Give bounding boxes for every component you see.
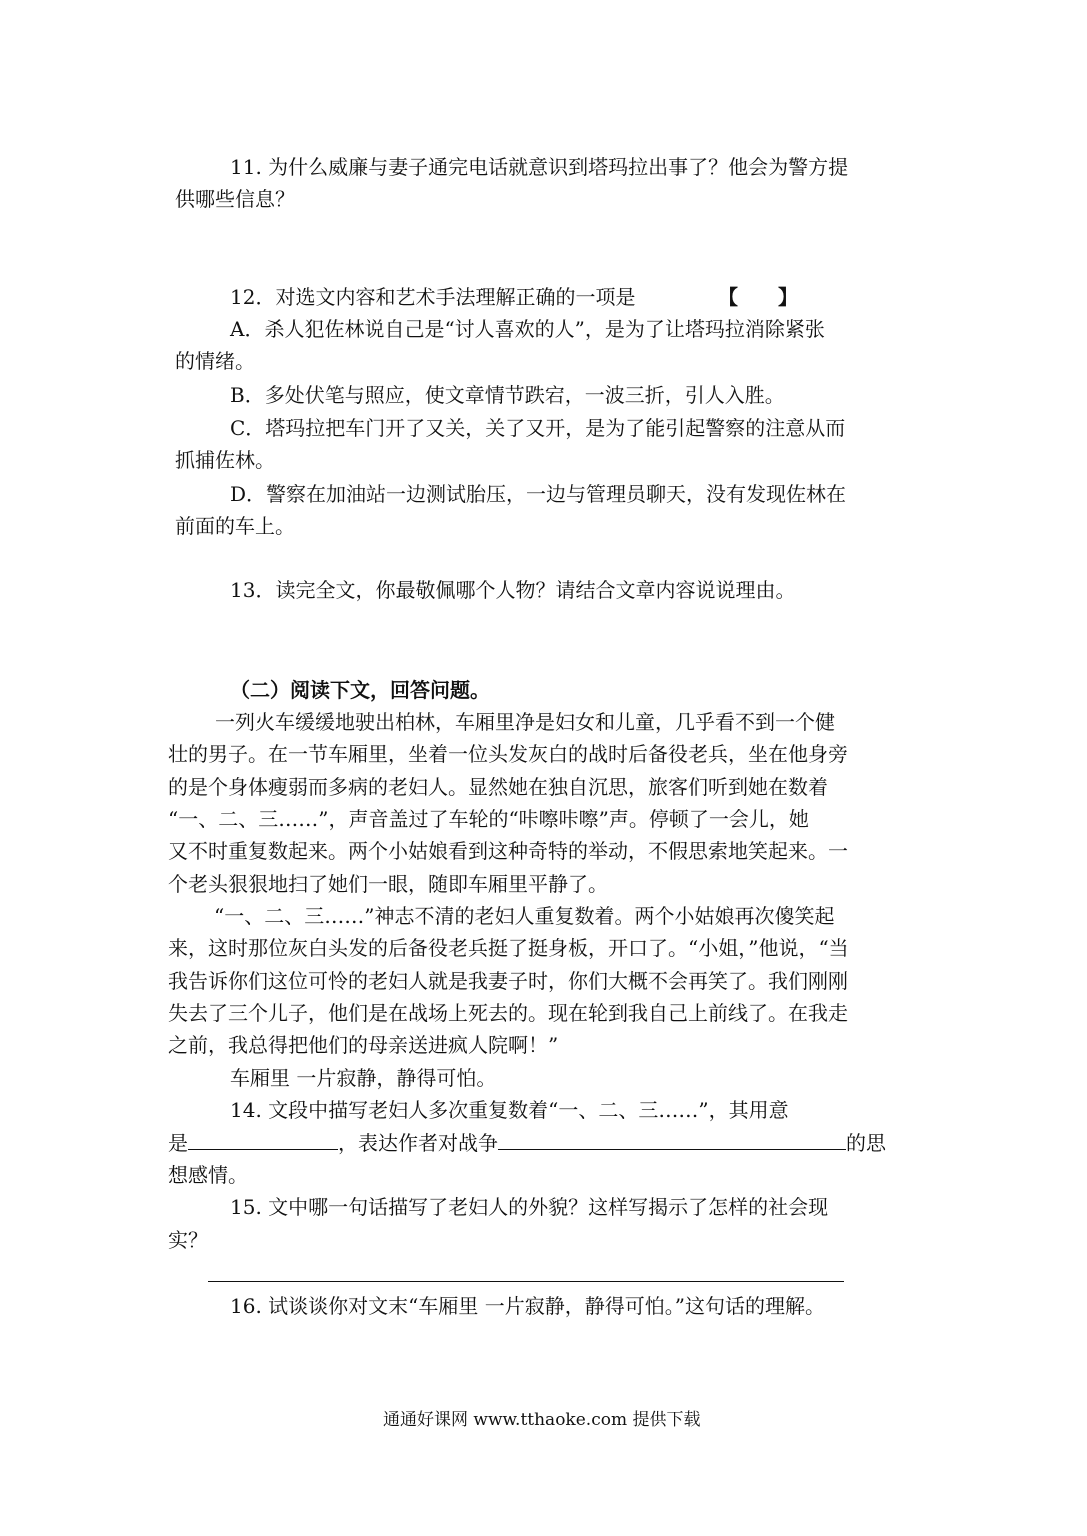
q11-line-2: 供哪些信息？ [175,187,295,211]
q15-line-2: 实？ [168,1228,208,1252]
passage-p1-line-2: 壮的男子。在一节车厢里，坐着一位头发灰白的战时后备役老兵，坐在他身旁 [168,742,848,766]
q12-answer-bracket: 【 】 [718,285,798,309]
section-2-heading: （二）阅读下文，回答问题。 [230,678,490,702]
passage-p2-line-4: 失去了三个儿子，他们是在战场上死去的。现在轮到我自己上前线了。在我走 [168,1001,848,1025]
passage-p2-line-2: 来，这时那位灰白头发的后备役老兵挺了挺身板，开口了。“小姐，”他说，“当 [168,936,849,960]
q12-option-a-line-1: A．杀人犯佐林说自己是“讨人喜欢的人”，是为了让塔玛拉消除紧张 [230,317,825,341]
q14-suffix: 的思 [846,1131,886,1155]
q14-line-1: 14. 文段中描写老妇人多次重复数着“一、二、三……”，其用意 [230,1098,789,1122]
q14-line-2 [168,1127,886,1158]
passage-p2-line-1: “一、二、三……”神志不清的老妇人重复数着。两个小姑娘再次傻笑起 [214,904,835,928]
q12-option-b: B．多处伏笔与照应，使文章情节跌宕，一波三折，引人入胜。 [230,383,785,407]
q14-blank-purpose[interactable] [188,1127,338,1150]
footer-source: 通通好课网 www.tthaoke.com 提供下载 [383,1410,701,1430]
q11-line-1: 11. 为什么威廉与妻子通完电话就意识到塔玛拉出事了？他会为警方提 [230,155,849,179]
q14-prefix: 是 [168,1131,188,1155]
passage-p1-line-6: 个老头狠狠地扫了她们一眼，随即车厢里平静了。 [168,872,608,896]
q12-option-d-line-1: D．警察在加油站一边测试胎压，一边与管理员聊天，没有发现佐林在 [230,482,847,506]
q16-text: 16. 试谈谈你对文末“车厢里 一片寂静，静得可怕。”这句话的理解。 [230,1294,825,1318]
q14-blank-feeling[interactable] [498,1127,846,1150]
q14-middle: ，表达作者对战争 [338,1131,498,1155]
passage-p3: 车厢里 一片寂静，静得可怕。 [230,1066,497,1090]
q12-option-d-line-2: 前面的车上。 [175,514,295,538]
passage-p1-line-4: “一、二、三……”，声音盖过了车轮的“咔嚓咔嚓”声。停顿了一会儿，她 [168,807,809,831]
passage-p2-line-5: 之前，我总得把他们的母亲送进疯人院啊！” [168,1033,559,1057]
passage-p1-line-5: 又不时重复数起来。两个小姑娘看到这种奇特的举动，不假思索地笑起来。一 [168,839,848,863]
passage-p2-line-3: 我告诉你们这位可怜的老妇人就是我妻子时，你们大概不会再笑了。我们刚刚 [168,969,848,993]
q14-line-3: 想感情。 [168,1163,248,1187]
q12-option-a-line-2: 的情绪。 [175,349,255,373]
q12-option-c-line-1: C．塔玛拉把车门开了又关，关了又开，是为了能引起警察的注意从而 [230,416,846,440]
q15-line-1: 15. 文中哪一句话描写了老妇人的外貌？这样写揭示了怎样的社会现 [230,1195,829,1219]
passage-p1-line-3: 的是个身体瘦弱而多病的老妇人。显然她在独自沉思，旅客们听到她在数着 [168,775,828,799]
q12-stem: 12．对选文内容和艺术手法理解正确的一项是 [230,285,636,309]
passage-p1-line-1: 一列火车缓缓地驶出柏林，车厢里净是妇女和儿童，几乎看不到一个健 [215,710,835,734]
q13-text: 13．读完全文，你最敬佩哪个人物？请结合文章内容说说理由。 [230,578,796,602]
q12-option-c-line-2: 抓捕佐林。 [175,448,275,472]
q15-answer-line[interactable] [208,1281,844,1282]
